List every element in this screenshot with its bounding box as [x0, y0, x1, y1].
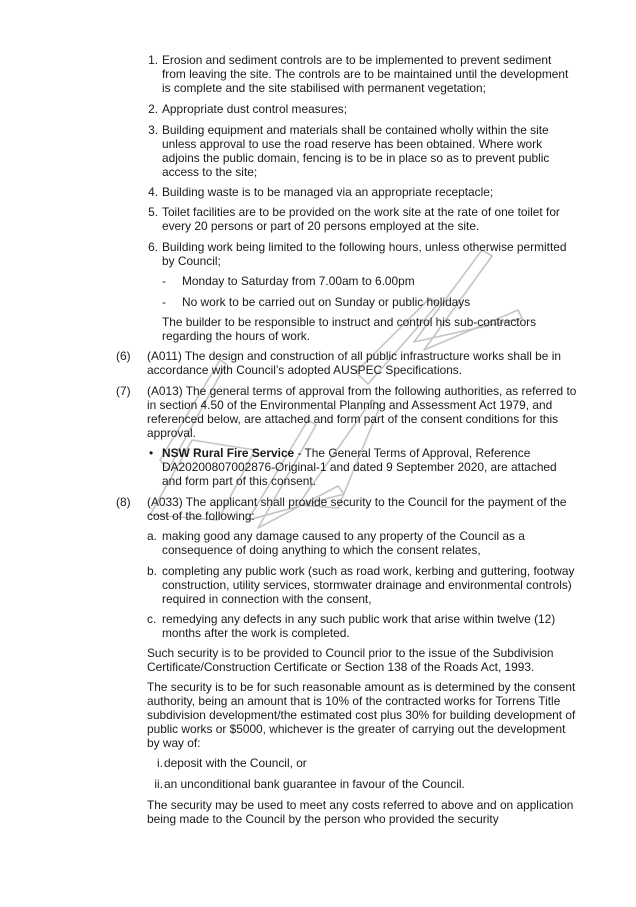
list-item-5-text: Toilet facilities are to be provided on the work site at the rate of one toilet for every 20 persons or part of 20 persons employed at the site. [162, 205, 560, 233]
condition-8-item-a: making good any damage caused to any property of the Council as a consequence of doing anything to which the consent relates, [162, 529, 525, 557]
security-amount-paragraph: The security is to be for such reasonable amount as is determined by the consent authority, being an amount that is 10% of the contracted works for Torrens Title subdivision development/the estimated cost plus 30% for building development of public works or $5000, whichever is the greater of carrying out the development by way of: [147, 680, 576, 750]
condition-6-number: (6) [116, 349, 131, 363]
authority-name: NSW Rural Fire Service [162, 446, 295, 460]
security-use-paragraph: The security may be used to meet any costs referred to above and on application being made to the Council by the person who provided the security [147, 798, 574, 826]
method-marker-ii: ii. [154, 777, 163, 791]
condition-7-bullet: • [149, 446, 154, 460]
hours-sunday: No work to be carried out on Sunday or public holidays [182, 295, 471, 309]
list-marker-5: 5. [148, 205, 158, 219]
condition-7-authority-text [162, 447, 577, 489]
list-item-1-text: Erosion and sediment controls are to be implemented to prevent sediment from leaving the site. The controls are to be maintained until the development is complete and the site stabilised with permanent vegetation; [162, 53, 569, 95]
condition-8-marker-b: b. [147, 564, 157, 578]
method-deposit: deposit with the Council, or [164, 756, 307, 770]
list-marker-3: 3. [148, 123, 158, 137]
list-item-2-text: Appropriate dust control measures; [162, 102, 348, 116]
condition-8-marker-a: a. [147, 529, 157, 543]
condition-8-item-b: completing any public work (such as road work, kerbing and guttering, footway construction, utility services, stormwater drainage and environmental controls) required in connection with the consent, [162, 564, 575, 606]
list-item-3-text: Building equipment and materials shall be contained wholly within the site unless approval to use the road reserve has been obtained. Where work adjoins the public domain, fencing is to be in place so as to prevent public access to the site; [162, 123, 550, 179]
list-marker-1: 1. [148, 53, 158, 67]
list-item-6-text: Building work being limited to the following hours, unless otherwise permitted by Council; [162, 240, 567, 268]
hours-weekdays: Monday to Saturday from 7.00am to 6.00pm [182, 274, 415, 288]
condition-8-number: (8) [116, 495, 131, 509]
hours-dash-2: - [162, 295, 166, 309]
list-item-4-text: Building waste is to be managed via an appropriate receptacle; [162, 185, 494, 199]
condition-7-number: (7) [116, 384, 131, 398]
list-marker-6: 6. [148, 240, 158, 254]
hours-dash-1: - [162, 274, 166, 288]
condition-8-text: (A033) The applicant shall provide security to the Council for the payment of the cost of the following: [147, 495, 567, 523]
list-marker-4: 4. [148, 185, 158, 199]
condition-7-text: (A013) The general terms of approval from the following authorities, as referred to in section 4.50 of the Environmental Planning and Assessment Act 1979, and referenced below, are attached and form part of the consent conditions for this approval. [147, 384, 577, 440]
list-marker-2: 2. [148, 102, 158, 116]
authority-details: - The General Terms of Approval, Reference DA20200807002876-Original-1 and dated 9 September 2020, are attached and form part of this consent. [162, 446, 557, 488]
builder-note: The builder to be responsible to instruct and control his sub-contractors regarding the hours of work. [162, 315, 537, 343]
condition-6-text: (A011) The design and construction of all public infrastructure works shall be in accordance with Council’s adopted AUSPEC Specifications. [147, 349, 561, 377]
security-timing-paragraph: Such security is to be provided to Council prior to the issue of the Subdivision Certificate/Construction Certificate or Section 138 of the Roads Act, 1993. [147, 646, 554, 674]
condition-8-marker-c: c. [147, 612, 157, 626]
method-marker-i: i. [157, 756, 163, 770]
condition-8-item-c: remedying any defects in any such public work that arise within twelve (12) months after the work is completed. [162, 612, 556, 640]
method-bank-guarantee: an unconditional bank guarantee in favour of the Council. [164, 777, 465, 791]
